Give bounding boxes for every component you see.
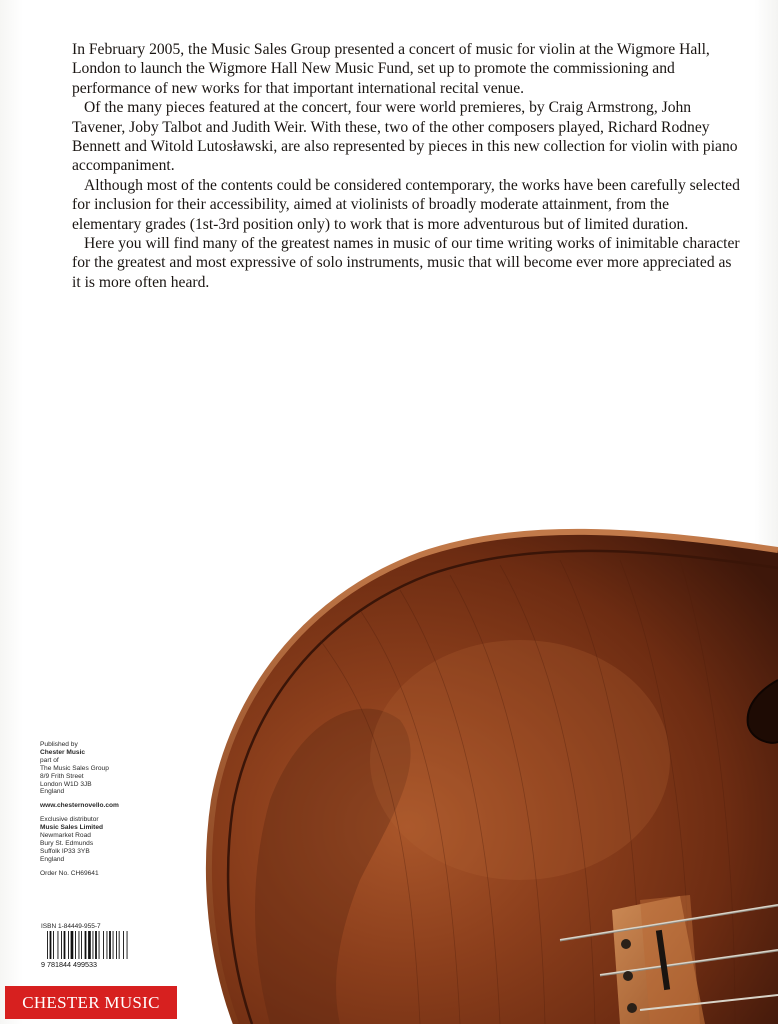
distributor-label: Exclusive distributor bbox=[40, 816, 99, 824]
distributor-name: Music Sales Limited bbox=[40, 824, 104, 832]
order-number: Order No. CH69641 bbox=[40, 869, 99, 877]
description-paragraph-3: Although most of the contents could be considered contemporary, the works have been carefully selected for inclusion for their accessibility, aimed at violinists of broadly moderate attainment, from the elementary grades (1st-3rd position only) to work that is more adventurous but of limited duration. bbox=[72, 176, 740, 233]
barcode bbox=[40, 921, 140, 981]
description-paragraph-1: In February 2005, the Music Sales Group presented a concert of music for violin at the Wigmore Hall, London to launch the Wigmore Hall New Music Fund, set up to promote the commissioning and performance of new works for that important international recital venue. bbox=[72, 41, 710, 97]
distributor-address-line: Bury St. Edmunds bbox=[40, 839, 94, 847]
barcode-bars bbox=[47, 931, 128, 959]
publisher-imprint bbox=[40, 741, 170, 878]
website-link[interactable]: www.chesternovello.com bbox=[40, 802, 119, 810]
logo-text: CHESTER MUSIC bbox=[22, 992, 160, 1012]
published-by-label: Published by bbox=[40, 741, 78, 748]
address-line: England bbox=[40, 788, 65, 796]
isbn-text: ISBN 1-84449-955-7 bbox=[41, 923, 101, 930]
publisher-name: Chester Music bbox=[40, 748, 86, 756]
distributor-address-line: Suffolk IP33 3YB bbox=[40, 847, 90, 855]
distributor-address-line: Newmarket Road bbox=[40, 832, 91, 840]
address-line: 8/9 Frith Street bbox=[40, 772, 84, 780]
description-paragraph-4: Here you will find many of the greatest names in music of our time writing works of inimitable character for the greatest and most expressive of solo instruments, music that will become ever more appreciated as it is more often heard. bbox=[72, 235, 740, 291]
address-line: London W1D 3JB bbox=[40, 780, 92, 788]
description-paragraph-2: Of the many pieces featured at the concert, four were world premieres, by Craig Armstrong, John Tavener, Joby Talbot and Judith Weir. With these, two of the other composers played, Richard Rodney Bennett and Witold Lutosławski, are also represented by pieces in this new collection for violin with piano accompaniment. bbox=[72, 99, 738, 175]
group-name: The Music Sales Group bbox=[40, 764, 109, 772]
barcode-digits: 9 781844 499533 bbox=[41, 960, 97, 969]
part-of-label: part of bbox=[40, 756, 59, 764]
chester-music-logo bbox=[5, 986, 177, 1019]
distributor-address-line: England bbox=[40, 855, 65, 863]
